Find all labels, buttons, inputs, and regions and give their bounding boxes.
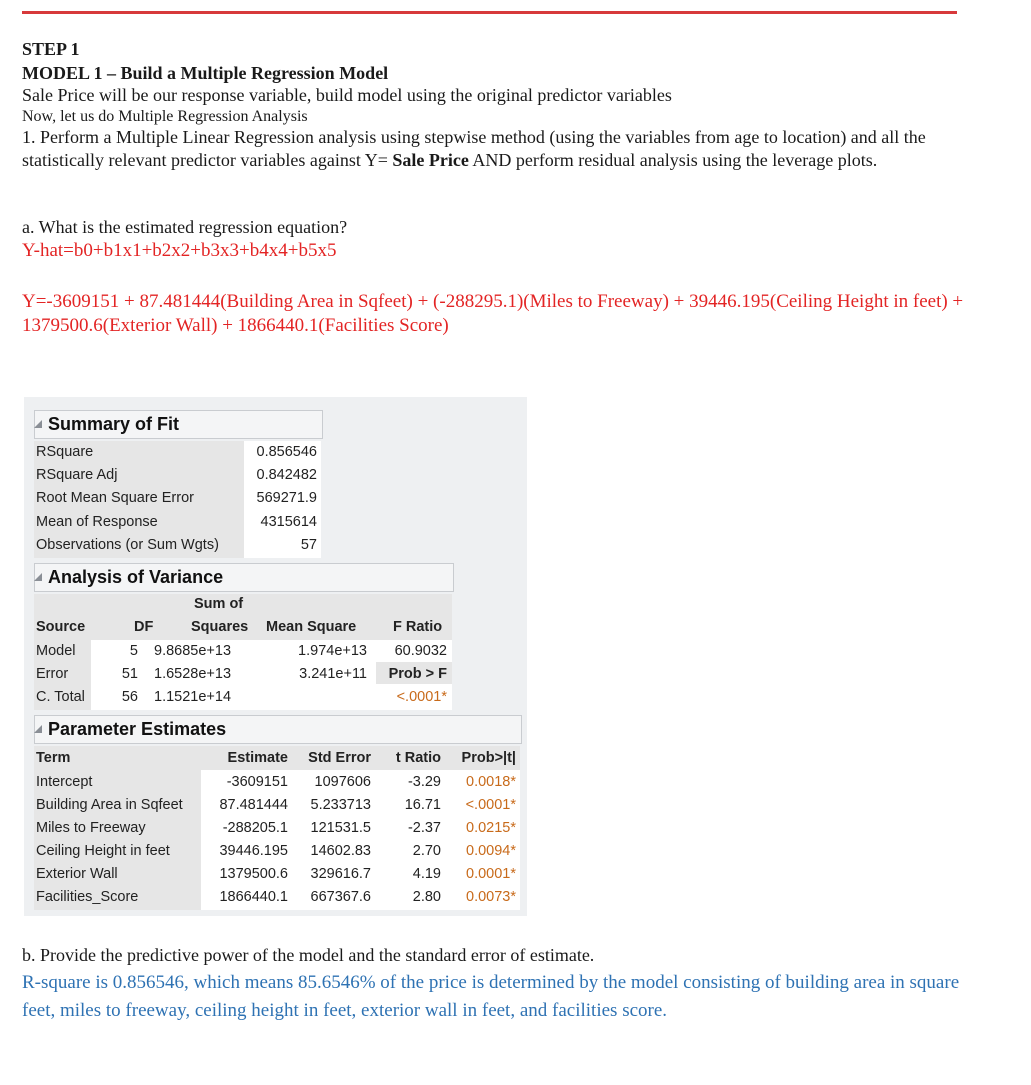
subintro-text: Now, let us do Multiple Regression Analysis bbox=[22, 108, 308, 125]
task-text bbox=[22, 126, 982, 172]
jmp-report bbox=[24, 397, 527, 916]
pe-tratio: 4.19 bbox=[412, 866, 441, 882]
pe-prob: 0.0018* bbox=[466, 774, 516, 790]
parameter-estimates-table bbox=[34, 746, 520, 910]
top-divider bbox=[22, 11, 957, 14]
pe-term: Building Area in Sqfeet bbox=[36, 797, 183, 813]
pe-estimate: -288205.1 bbox=[222, 820, 288, 836]
anova-df: 56 bbox=[121, 689, 138, 705]
pe-term: Exterior Wall bbox=[36, 866, 118, 882]
sof-label: RSquare Adj bbox=[36, 467, 118, 483]
pe-estimate: -3609151 bbox=[226, 774, 288, 790]
pe-estimate: 39446.195 bbox=[219, 843, 288, 859]
anova-prob-f-label: Prob > F bbox=[388, 666, 447, 682]
pe-stderr: 14602.83 bbox=[310, 843, 371, 859]
pe-term: Ceiling Height in feet bbox=[36, 843, 170, 859]
sof-value: 4315614 bbox=[260, 514, 317, 530]
answer-a-general: Y-hat=b0+b1x1+b2x2+b3x3+b4x4+b5x5 bbox=[22, 240, 337, 261]
sof-value: 57 bbox=[300, 537, 317, 553]
pe-estimate: 87.481444 bbox=[219, 797, 288, 813]
anova-df: 51 bbox=[121, 666, 138, 682]
pe-stderr: 1097606 bbox=[314, 774, 371, 790]
anova-ss: 1.6528e+13 bbox=[154, 666, 232, 682]
anova-ss: 9.8685e+13 bbox=[154, 643, 232, 659]
anova-f: 60.9032 bbox=[394, 643, 447, 659]
anova-df: 5 bbox=[129, 643, 138, 659]
part-b bbox=[22, 944, 987, 1025]
pe-stderr: 667367.6 bbox=[310, 889, 371, 905]
anova-head-f: F Ratio bbox=[393, 619, 443, 635]
pe-prob: 0.0215* bbox=[466, 820, 516, 836]
summary-of-fit-table bbox=[34, 441, 321, 558]
pe-term: Miles to Freeway bbox=[36, 820, 146, 836]
pe-term: Facilities_Score bbox=[36, 889, 139, 905]
anova-source: C. Total bbox=[36, 689, 85, 705]
anova-head-ss: Squares bbox=[191, 619, 249, 635]
pe-head-tratio: t Ratio bbox=[395, 750, 441, 766]
document-body bbox=[22, 38, 982, 338]
sof-label: Observations (or Sum Wgts) bbox=[36, 537, 219, 553]
pe-stderr: 329616.7 bbox=[310, 866, 371, 882]
anova-table bbox=[34, 594, 452, 710]
anova-header[interactable] bbox=[34, 563, 454, 592]
parameter-estimates-header[interactable] bbox=[34, 715, 522, 744]
sof-value: 0.856546 bbox=[256, 444, 317, 460]
anova-prob-f-value: <.0001* bbox=[396, 689, 447, 705]
task-prefix: 1. Perform a Multiple Linear Regression analysis using stepwise method (using the variables from age to location) and all the statistically relevant predictor variables against Y= bbox=[22, 127, 926, 170]
pe-head-prob: Prob>|t| bbox=[461, 750, 516, 766]
pe-stderr: 5.233713 bbox=[310, 797, 371, 813]
anova-source: Error bbox=[36, 666, 69, 682]
pe-estimate: 1379500.6 bbox=[219, 866, 288, 882]
pe-prob: 0.0073* bbox=[466, 889, 516, 905]
anova-ms: 3.241e+11 bbox=[299, 666, 367, 682]
anova-head-ss-top: Sum of bbox=[194, 596, 244, 612]
pe-head-estimate: Estimate bbox=[227, 750, 288, 766]
sof-value: 0.842482 bbox=[256, 467, 317, 483]
anova-ms: 1.974e+13 bbox=[298, 643, 367, 659]
sof-label: RSquare bbox=[36, 444, 94, 460]
step-heading: STEP 1 bbox=[22, 39, 80, 59]
task-suffix: AND perform residual analysis using the leverage plots. bbox=[468, 150, 878, 170]
pe-head-term: Term bbox=[36, 750, 71, 766]
answer-a-equation: Y=-3609151 + 87.481444(Building Area in Sqfeet) + (-288295.1)(Miles to Freeway) + 39446.195(Ceiling Height in feet) + 1379500.6(Exterior Wall) + 1866440.1(Facilities Score) bbox=[22, 291, 964, 336]
anova-ss: 1.1521e+14 bbox=[154, 689, 232, 705]
anova-title: Analysis of Variance bbox=[48, 567, 224, 587]
pe-tratio: -2.37 bbox=[407, 820, 441, 836]
collapse-triangle-icon[interactable] bbox=[34, 420, 42, 428]
pe-term: Intercept bbox=[36, 774, 93, 790]
anova-source: Model bbox=[36, 643, 76, 659]
task-bold: Sale Price bbox=[392, 150, 469, 170]
anova-head-df: DF bbox=[134, 619, 154, 635]
anova-head-source: Source bbox=[36, 619, 86, 635]
pe-tratio: 2.80 bbox=[412, 889, 441, 905]
question-b: b. Provide the predictive power of the model and the standard error of estimate. bbox=[22, 945, 595, 965]
sof-label: Root Mean Square Error bbox=[36, 490, 194, 506]
collapse-triangle-icon[interactable] bbox=[34, 725, 42, 733]
parameter-estimates-title: Parameter Estimates bbox=[48, 719, 227, 739]
summary-of-fit-title: Summary of Fit bbox=[48, 414, 180, 434]
pe-stderr: 121531.5 bbox=[310, 820, 371, 836]
question-a: a. What is the estimated regression equation? bbox=[22, 217, 348, 237]
model-title: MODEL 1 – Build a Multiple Regression Model bbox=[22, 63, 389, 83]
summary-of-fit-header[interactable] bbox=[34, 410, 323, 439]
collapse-triangle-icon[interactable] bbox=[34, 573, 42, 581]
pe-prob: <.0001* bbox=[465, 797, 516, 813]
pe-tratio: 16.71 bbox=[404, 797, 441, 813]
pe-prob: 0.0001* bbox=[466, 866, 516, 882]
anova-head-ms: Mean Square bbox=[266, 619, 357, 635]
pe-head-stderr: Std Error bbox=[308, 750, 371, 766]
pe-tratio: 2.70 bbox=[412, 843, 441, 859]
pe-estimate: 1866440.1 bbox=[219, 889, 288, 905]
sof-value: 569271.9 bbox=[256, 490, 317, 506]
pe-tratio: -3.29 bbox=[407, 774, 441, 790]
pe-prob: 0.0094* bbox=[466, 843, 516, 859]
answer-b: R-square is 0.856546, which means 85.6546% of the price is determined by the model consisting of building area in square feet, miles to freeway, ceiling height in feet, exterior wall in feet, and facilities score. bbox=[22, 972, 960, 1021]
sof-label: Mean of Response bbox=[36, 514, 158, 530]
intro-text: Sale Price will be our response variable, build model using the original predictor variables bbox=[22, 85, 672, 105]
